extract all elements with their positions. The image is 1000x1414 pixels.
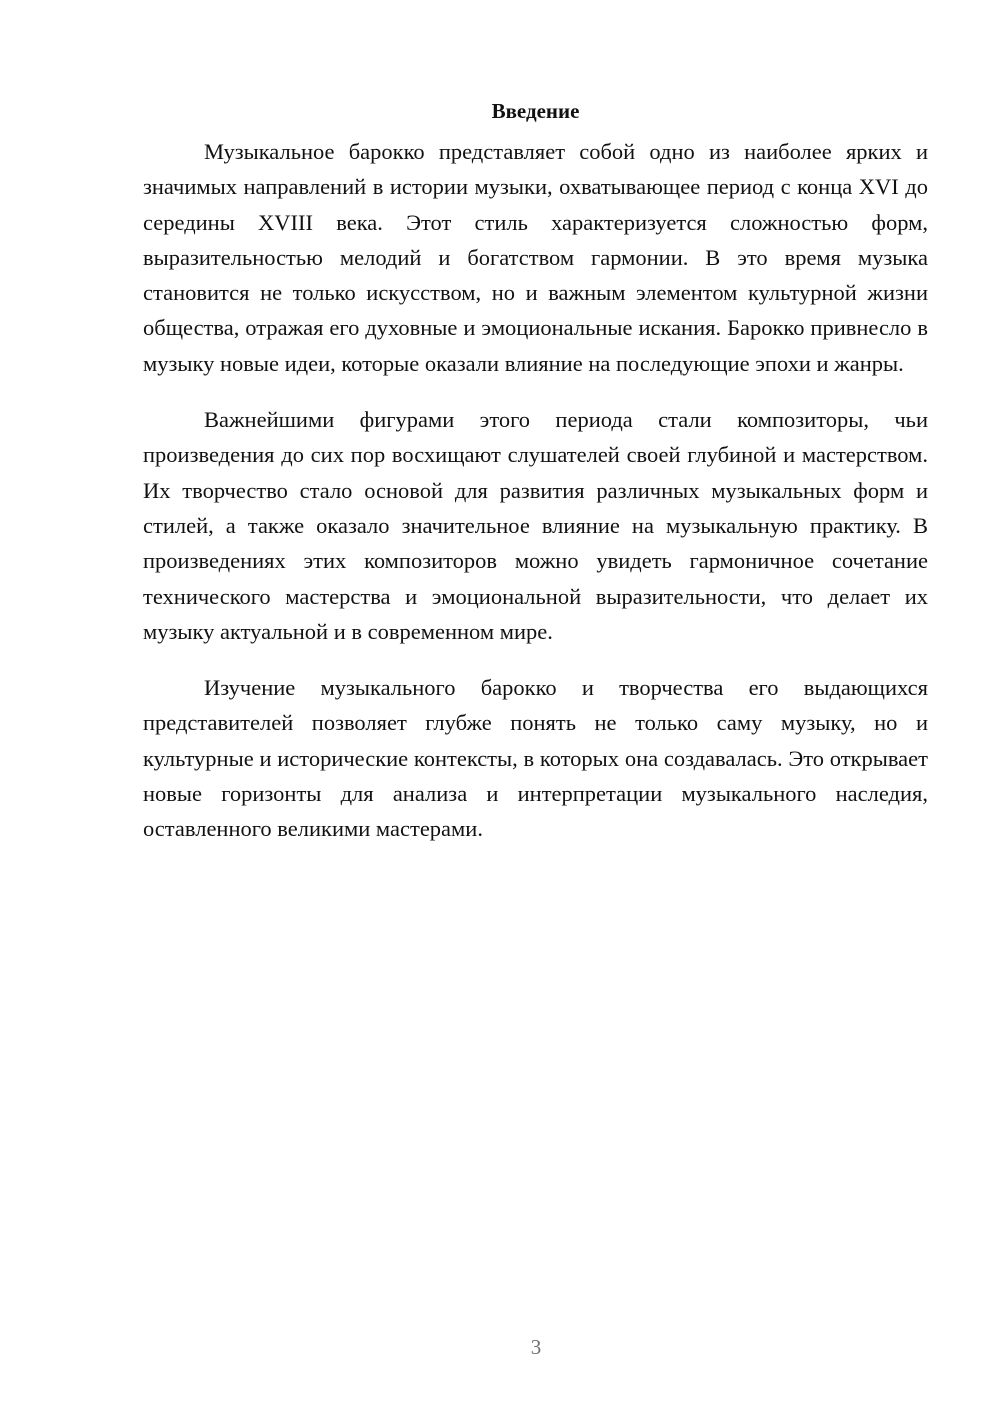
page-content: [143, 94, 928, 868]
paragraph-1: Музыкальное барокко представляет собой одно из наиболее ярких и значимых направлений в истории музыки, охватывающее период с конца XVI до середины XVIII века. Этот стиль характеризуется сложностью форм, выразительностью мелодий и богатством гармонии. В это время музыка становится не только искусством, но и важным элементом культурной жизни общества, отражая его духовные и эмоциональные искания. Барокко привнесло в музыку новые идеи, которые оказали влияние на последующие эпохи и жанры.: [143, 139, 928, 376]
paragraph-3: Изучение музыкального барокко и творчества его выдающихся представителей позволяет глубже понять не только саму музыку, но и культурные и исторические контексты, в которых она создавалась. Это открывает новые горизонты для анализа и интерпретации музыкального наследия, оставленного великими мастерами.: [143, 675, 928, 842]
section-heading: Введение: [491, 99, 580, 123]
paragraph-2: Важнейшими фигурами этого периода стали композиторы, чьи произведения до сих пор восхищают слушателей своей глубиной и мастерством. Их творчество стало основой для развития различных музыкальных форм и стилей, а также оказало значительное влияние на музыкальную практику. В произведениях этих композиторов можно увидеть гармоничное сочетание технического мастерства и эмоциональной выразительности, что делает их музыку актуальной и в современном мире.: [143, 407, 928, 644]
page-number: 3: [530, 1335, 542, 1359]
